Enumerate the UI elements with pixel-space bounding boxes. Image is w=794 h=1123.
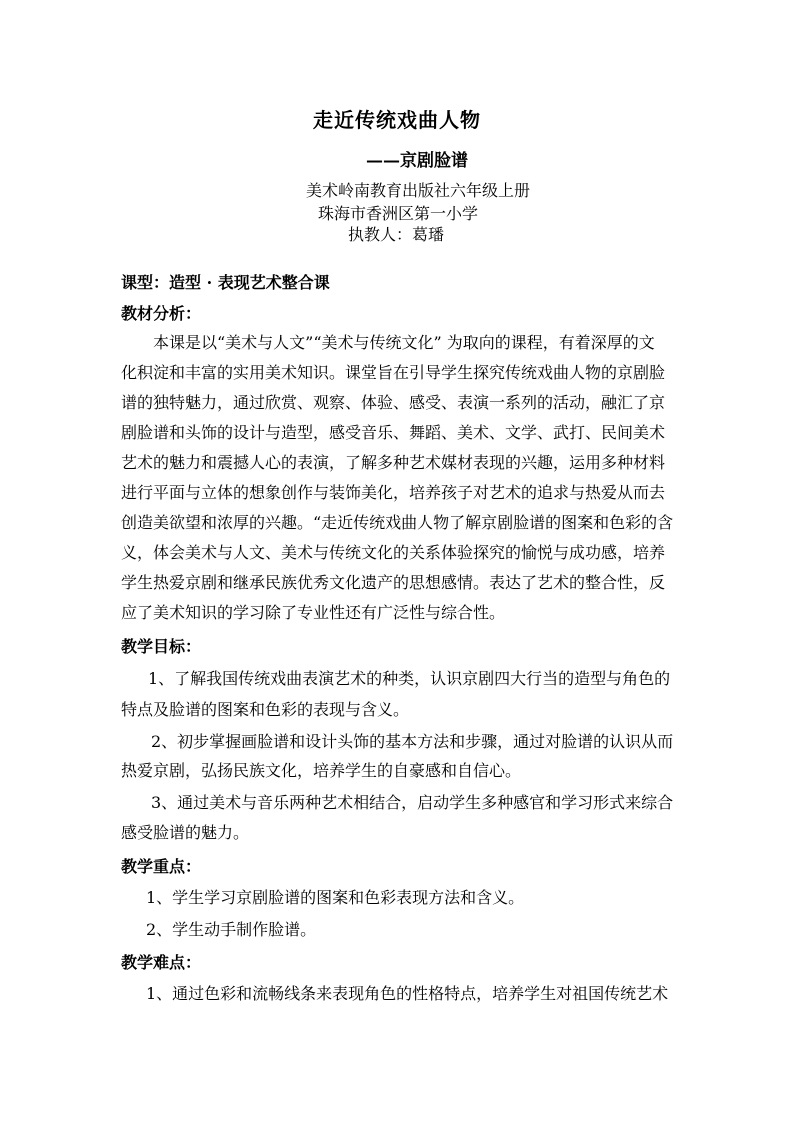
publisher-info: 美术岭南教育出版社六年级上册: [306, 181, 531, 200]
analysis-line: 艺术的魅力和震撼人心的表演，了解多种艺术媒材表现的兴趣，运用多种材料: [121, 453, 666, 472]
difficulty-heading: 教学难点：: [121, 953, 202, 972]
analysis-line: 化积淀和丰富的实用美术知识。课堂旨在引导学生探究传统戏曲人物的京剧脸: [121, 363, 666, 382]
school-info: 珠海市香洲区第一小学: [318, 204, 479, 223]
difficulty-line: 1、通过色彩和流畅线条来表现角色的性格特点，培养学生对祖国传统艺术: [146, 984, 669, 1003]
goals-line: 2、初步掌握画脸谱和设计头饰的基本方法和步骤，通过对脸谱的认识从而: [151, 732, 674, 751]
key-points-heading: 教学重点：: [121, 857, 202, 876]
goals-line: 热爱京剧，弘扬民族文化，培养学生的自豪感和自信心。: [121, 761, 522, 780]
course-type-heading: 课型：造型 · 表现艺术整合课: [121, 273, 330, 292]
analysis-line: 创造美欲望和浓厚的兴趣。“走近传统戏曲人物了解京剧脸谱的图案和色彩的含: [121, 513, 674, 532]
document-title: 走近传统戏曲人物: [313, 108, 481, 132]
goals-line: 3、通过美术与音乐两种艺术相结合，启动学生多种感官和学习形式来综合: [151, 793, 674, 812]
analysis-line: 应了美术知识的学习除了专业性还有广泛性与综合性。: [121, 603, 506, 622]
analysis-line: 进行平面与立体的想象创作与装饰美化，培养孩子对艺术的追求与热爱从而去: [121, 483, 666, 502]
goals-line: 1、了解我国传统戏曲表演艺术的种类，认识京剧四大行当的造型与角色的: [148, 669, 671, 688]
key-points-line: 2、学生动手制作脸谱。: [146, 920, 317, 939]
teacher-info: 执教人：葛璠: [348, 225, 445, 244]
analysis-line: 义，体会美术与人文、美术与传统文化的关系体验探究的愉悦与成功感，培养: [121, 543, 666, 562]
key-points-line: 1、学生学习京剧脸谱的图案和色彩表现方法和含义。: [146, 888, 525, 907]
goals-line: 感受脸谱的魅力。: [121, 823, 250, 842]
goals-heading: 教学目标：: [121, 637, 202, 656]
analysis-line: 学生热爱京剧和继承民族优秀文化遗产的思想感情。表达了艺术的整合性，反: [121, 573, 666, 592]
analysis-line: 剧脸谱和头饰的设计与造型，感受音乐、舞蹈、美术、文学、武打、民间美术: [121, 423, 666, 442]
goals-line: 特点及脸谱的图案和色彩的表现与含义。: [121, 700, 410, 719]
analysis-line: 本课是以“美术与人文”“美术与传统文化” 为取向的课程，有着深厚的文: [153, 333, 655, 352]
analysis-heading: 教材分析：: [121, 304, 202, 323]
document-subtitle: ——京剧脸谱: [366, 151, 468, 171]
analysis-line: 谱的独特魅力，通过欣赏、观察、体验、感受、表演一系列的活动，融汇了京: [121, 393, 666, 412]
